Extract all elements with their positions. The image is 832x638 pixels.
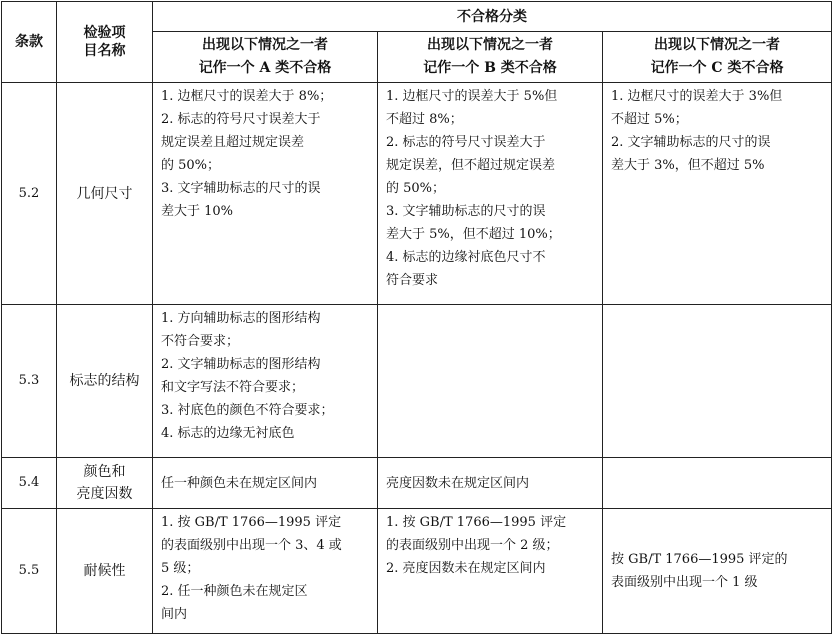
class-b-line: 的 50%；	[386, 181, 446, 196]
class-b-cell	[378, 458, 603, 509]
class-a-line: 规定误差且超过规定误差	[161, 135, 305, 150]
header-item-line-2: 目名称	[83, 43, 126, 59]
class-c-line: 按 GB/T 1766—1995 评定的	[611, 552, 788, 567]
class-b-line: 符合要求	[386, 273, 439, 288]
header-clause-text: 条款	[15, 34, 43, 50]
nonconformity-table	[1, 1, 832, 634]
item-name-text: 几何尺寸	[76, 185, 133, 202]
class-b-line-1: 出现以下情况之一者	[427, 37, 553, 53]
class-a-line-2: 记作一个 A 类不合格	[198, 60, 332, 76]
class-a-line: 的表面级别中出现一个 3、4 或	[161, 538, 342, 553]
class-c-cell	[603, 509, 832, 634]
class-a-cell	[153, 305, 378, 458]
clause-cell	[2, 83, 57, 305]
class-c-line-1: 出现以下情况之一者	[654, 37, 781, 53]
header-category-text: 不合格分类	[457, 8, 528, 25]
class-a-line: 2. 标志的符号尺寸误差大于	[161, 112, 321, 127]
class-a-line: 间内	[161, 607, 188, 622]
class-b-line: 不超过 8%；	[386, 112, 463, 127]
clause-cell	[2, 509, 57, 634]
item-name-text: 耐候性	[83, 563, 126, 579]
table-row	[2, 458, 832, 509]
class-b-line: 差大于 5%，但不超过 10%；	[386, 227, 561, 242]
class-b-line: 亮度因数未在规定区间内	[386, 475, 530, 491]
class-a-line: 2. 任一种颜色未在规定区	[161, 584, 308, 599]
header-class-a	[153, 32, 378, 83]
class-a-line: 1. 按 GB/T 1766—1995 评定	[161, 515, 342, 530]
class-b-line-2: 记作一个 B 类不合格	[423, 60, 557, 76]
class-b-line: 1. 按 GB/T 1766—1995 评定	[386, 515, 567, 530]
class-b-line: 2. 标志的符号尺寸误差大于	[386, 135, 546, 150]
class-c-line: 1. 边框尺寸的误差大于 3%但	[611, 89, 783, 104]
class-c-line: 表面级别中出现一个 1 级	[611, 575, 758, 590]
table-row	[2, 509, 832, 634]
item-name-text: 标志的结构	[69, 373, 140, 389]
class-b-line: 4. 标志的边缘衬底色尺寸不	[386, 250, 546, 265]
table-row	[2, 83, 832, 305]
item-name-line-2: 亮度因数	[76, 486, 133, 502]
class-a-line: 的 50%；	[161, 158, 221, 173]
class-b-cell	[378, 305, 603, 458]
clause-cell	[2, 458, 57, 509]
clause-cell	[2, 305, 57, 458]
class-a-cell	[153, 83, 378, 305]
class-a-line: 3. 衬底色的颜色不符合要求；	[161, 403, 334, 418]
class-c-cell	[603, 458, 832, 509]
class-a-line: 2. 文字辅助标志的图形结构	[161, 357, 321, 372]
clause-text: 5.4	[18, 475, 40, 490]
header-item	[57, 2, 153, 83]
class-a-line: 1. 方向辅助标志的图形结构	[161, 311, 321, 326]
class-b-cell	[378, 83, 603, 305]
class-a-line: 4. 标志的边缘无衬底色	[161, 426, 295, 441]
class-c-line: 不超过 5%；	[611, 112, 688, 127]
clause-text: 5.3	[18, 373, 40, 388]
item-name-line-1: 颜色和	[83, 464, 126, 480]
class-b-line: 2. 亮度因数未在规定区间内	[386, 561, 546, 576]
class-b-line: 的表面级别中出现一个 2 级；	[386, 538, 559, 553]
header-category	[153, 2, 832, 32]
class-a-cell	[153, 458, 378, 509]
class-b-line: 3. 文字辅助标志的尺寸的误	[386, 204, 546, 219]
class-b-cell	[378, 509, 603, 634]
class-a-line: 不符合要求；	[161, 334, 240, 349]
class-c-cell	[603, 305, 832, 458]
header-class-c	[603, 32, 832, 83]
class-a-line: 任一种颜色未在规定区间内	[161, 475, 318, 491]
clause-text: 5.2	[18, 185, 40, 201]
class-a-line: 5 级；	[161, 561, 200, 576]
header-clause	[2, 2, 57, 83]
class-b-line: 1. 边框尺寸的误差大于 5%但	[386, 89, 558, 104]
header-item-line-1: 检验项	[83, 25, 126, 41]
class-c-cell	[603, 83, 832, 305]
item-name-cell	[57, 305, 153, 458]
class-c-line: 2. 文字辅助标志的尺寸的误	[611, 135, 771, 150]
header-row-1	[2, 2, 832, 32]
clause-text: 5.5	[18, 563, 40, 578]
table-row	[2, 305, 832, 458]
class-c-line-2: 记作一个 C 类不合格	[650, 60, 784, 76]
class-a-line: 3. 文字辅助标志的尺寸的误	[161, 181, 321, 196]
item-name-cell	[57, 83, 153, 305]
class-c-line: 差大于 3%，但不超过 5%	[611, 158, 765, 173]
class-a-line: 差大于 10%	[161, 204, 234, 219]
item-name-cell	[57, 509, 153, 634]
class-b-line: 规定误差，但不超过规定误差	[386, 158, 556, 173]
class-a-cell	[153, 509, 378, 634]
class-a-line: 和文字写法不符合要求；	[161, 380, 305, 395]
header-class-b	[378, 32, 603, 83]
class-a-line: 1. 边框尺寸的误差大于 8%；	[161, 89, 333, 104]
item-name-cell	[57, 458, 153, 509]
class-a-line-1: 出现以下情况之一者	[202, 37, 328, 53]
